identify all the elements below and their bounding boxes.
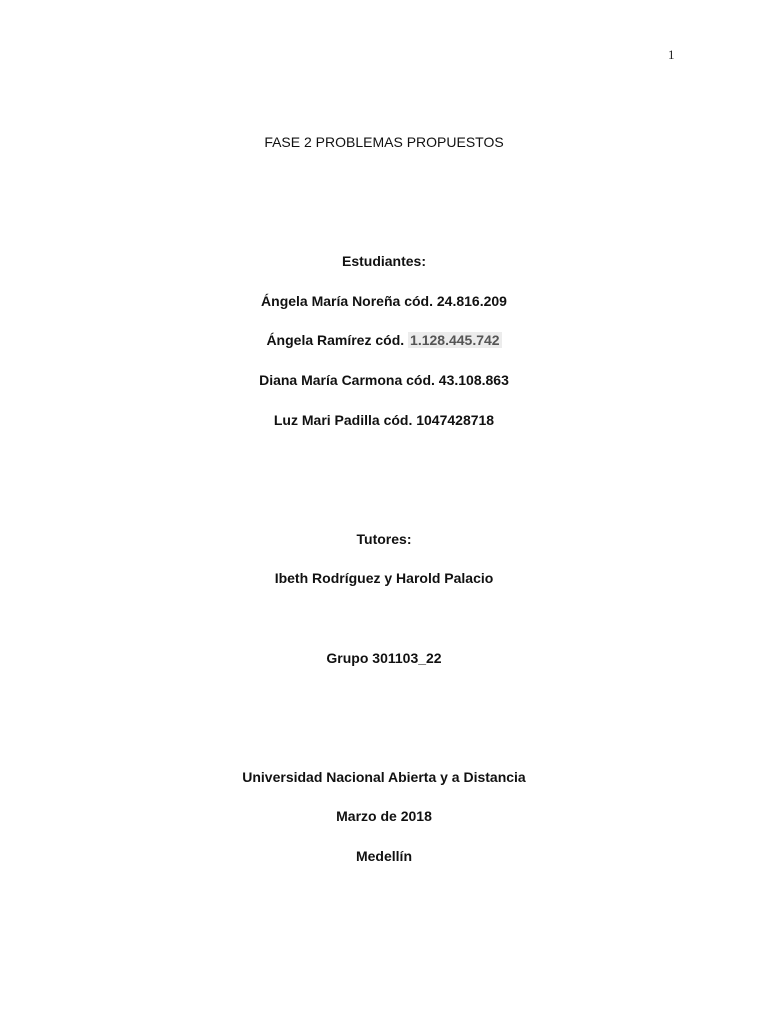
group-line: Grupo 301103_22 (326, 650, 442, 666)
student-name: Ángela Ramírez cód. (266, 332, 409, 348)
student-line: Diana María Carmona cód. 43.108.863 (259, 372, 509, 388)
student-code-highlighted: 1.128.445.742 (410, 332, 500, 348)
city-line: Medellín (355, 848, 412, 864)
students-heading: Estudiantes: (341, 253, 426, 269)
tutors-heading: Tutores: (356, 531, 412, 547)
student-line: Ángela María Noreña cód. 24.816.209 (261, 293, 507, 309)
tutors-names: Ibeth Rodríguez y Harold Palacio (274, 570, 494, 586)
student-line: Luz Mari Padilla cód. 1047428718 (273, 412, 495, 428)
student-line (0, 331, 768, 349)
date-line: Marzo de 2018 (336, 808, 432, 824)
page-number: 1 (668, 47, 675, 62)
university-line: Universidad Nacional Abierta y a Distancia (242, 769, 526, 785)
document-title: FASE 2 PROBLEMAS PROPUESTOS (264, 134, 504, 150)
